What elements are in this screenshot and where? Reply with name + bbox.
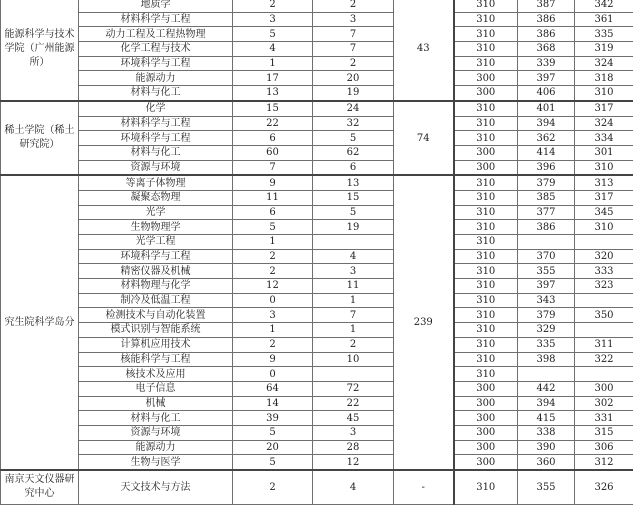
score-min-cell: 317 <box>575 101 633 116</box>
score-min-cell <box>575 293 633 308</box>
score-min-cell: 301 <box>575 145 633 160</box>
count-a-cell: 5 <box>233 27 313 42</box>
score-max-cell: 343 <box>518 293 575 308</box>
score-line-cell: 310 <box>454 175 518 190</box>
major-cell: 能源动力 <box>79 71 233 86</box>
score-min-cell: 310 <box>575 86 633 101</box>
count-b-cell: 20 <box>313 71 394 86</box>
count-a-cell: 0 <box>233 293 313 308</box>
score-min-cell: 315 <box>575 425 633 440</box>
major-cell: 材料与化工 <box>79 411 233 426</box>
major-cell: 地质学 <box>79 0 233 12</box>
count-b-cell: 6 <box>313 160 394 175</box>
count-a-cell: 13 <box>233 86 313 101</box>
major-cell: 光学工程 <box>79 235 233 250</box>
score-min-cell: 317 <box>575 190 633 205</box>
major-cell: 能源动力 <box>79 440 233 455</box>
table-row <box>1 116 633 131</box>
major-cell: 等离子体物理 <box>79 175 233 190</box>
count-a-cell: 2 <box>233 249 313 264</box>
institute-cell: 能源科学与技术学院（广州能源所） <box>1 0 79 101</box>
major-cell: 动力工程及工程热物理 <box>79 27 233 42</box>
table-row <box>1 56 633 71</box>
table-row <box>1 205 633 220</box>
score-max-cell: 377 <box>518 205 575 220</box>
score-line-cell: 310 <box>454 220 518 235</box>
score-max-cell <box>518 235 575 250</box>
score-line-cell: 300 <box>454 86 518 101</box>
count-a-cell: 2 <box>233 0 313 12</box>
score-min-cell: 345 <box>575 205 633 220</box>
major-cell: 环境科学与工程 <box>79 131 233 146</box>
count-b-cell: 2 <box>313 56 394 71</box>
count-b-cell: 3 <box>313 12 394 27</box>
count-b-cell: 32 <box>313 116 394 131</box>
total-cell: 239 <box>394 175 454 470</box>
score-line-cell: 310 <box>454 264 518 279</box>
count-a-cell: 22 <box>233 116 313 131</box>
score-min-cell: 323 <box>575 279 633 294</box>
table-row <box>1 440 633 455</box>
count-a-cell: 2 <box>233 337 313 352</box>
score-line-cell: 310 <box>454 27 518 42</box>
score-max-cell: 338 <box>518 425 575 440</box>
count-b-cell: 7 <box>313 42 394 57</box>
score-line-cell: 310 <box>454 308 518 323</box>
score-max-cell: 390 <box>518 440 575 455</box>
score-max-cell: 394 <box>518 116 575 131</box>
score-max-cell: 396 <box>518 160 575 175</box>
score-max-cell: 386 <box>518 27 575 42</box>
score-min-cell: 331 <box>575 411 633 426</box>
count-a-cell: 9 <box>233 175 313 190</box>
score-line-cell: 310 <box>454 367 518 382</box>
score-max-cell: 355 <box>518 264 575 279</box>
score-min-cell: 310 <box>575 220 633 235</box>
count-a-cell: 3 <box>233 12 313 27</box>
count-b-cell: 2 <box>313 337 394 352</box>
major-cell: 材料物理与化学 <box>79 279 233 294</box>
score-line-cell: 310 <box>454 323 518 338</box>
major-cell: 电子信息 <box>79 381 233 396</box>
major-cell: 制冷及低温工程 <box>79 293 233 308</box>
count-a-cell: 15 <box>233 101 313 116</box>
count-a-cell: 5 <box>233 455 313 470</box>
score-line-cell: 310 <box>454 131 518 146</box>
table-row <box>1 425 633 440</box>
score-min-cell: 320 <box>575 249 633 264</box>
count-b-cell: 5 <box>313 205 394 220</box>
major-cell: 检测技术与自动化装置 <box>79 308 233 323</box>
table-row <box>1 175 633 190</box>
score-max-cell: 442 <box>518 381 575 396</box>
score-min-cell: 319 <box>575 42 633 57</box>
count-a-cell: 12 <box>233 279 313 294</box>
score-max-cell: 360 <box>518 455 575 470</box>
count-a-cell: 39 <box>233 411 313 426</box>
table-row <box>1 27 633 42</box>
count-b-cell: 19 <box>313 86 394 101</box>
score-line-cell: 300 <box>454 425 518 440</box>
table-row <box>1 352 633 367</box>
score-line-cell: 300 <box>454 455 518 470</box>
score-min-cell: 302 <box>575 396 633 411</box>
count-b-cell: 7 <box>313 308 394 323</box>
table-row <box>1 337 633 352</box>
count-b-cell: 3 <box>313 264 394 279</box>
count-b-cell: 1 <box>313 293 394 308</box>
score-line-cell: 310 <box>454 205 518 220</box>
major-cell: 化学工程与技术 <box>79 42 233 57</box>
score-line-cell: 300 <box>454 381 518 396</box>
table-row <box>1 455 633 470</box>
score-line-cell: 310 <box>454 116 518 131</box>
table-row <box>1 235 633 250</box>
count-a-cell: 6 <box>233 131 313 146</box>
score-max-cell: 401 <box>518 101 575 116</box>
table-row <box>1 71 633 86</box>
table-row <box>1 323 633 338</box>
score-line-cell: 310 <box>454 42 518 57</box>
score-line-cell: 300 <box>454 145 518 160</box>
score-max-cell: 379 <box>518 308 575 323</box>
count-a-cell: 2 <box>233 264 313 279</box>
major-cell: 模式识别与智能系统 <box>79 323 233 338</box>
count-a-cell: 5 <box>233 220 313 235</box>
count-a-cell: 14 <box>233 396 313 411</box>
major-cell: 凝聚态物理 <box>79 190 233 205</box>
score-min-cell: 312 <box>575 455 633 470</box>
count-b-cell: 4 <box>313 470 394 504</box>
score-max-cell: 398 <box>518 352 575 367</box>
score-min-cell <box>575 235 633 250</box>
score-line-cell: 300 <box>454 440 518 455</box>
table-row <box>1 264 633 279</box>
score-max-cell: 397 <box>518 71 575 86</box>
count-b-cell: 28 <box>313 440 394 455</box>
table-row <box>1 381 633 396</box>
score-line-cell: 310 <box>454 101 518 116</box>
table-row <box>1 160 633 175</box>
table-row <box>1 145 633 160</box>
score-min-cell: 313 <box>575 175 633 190</box>
score-max-cell <box>518 367 575 382</box>
score-min-cell: 350 <box>575 308 633 323</box>
major-cell: 计算机应用技术 <box>79 337 233 352</box>
total-cell: - <box>394 470 454 504</box>
score-line-cell: 310 <box>454 470 518 504</box>
score-min-cell: 311 <box>575 337 633 352</box>
count-b-cell: 4 <box>313 249 394 264</box>
count-a-cell: 4 <box>233 42 313 57</box>
table-row <box>1 220 633 235</box>
count-a-cell: 60 <box>233 145 313 160</box>
table-row <box>1 411 633 426</box>
count-a-cell: 1 <box>233 56 313 71</box>
score-min-cell <box>575 323 633 338</box>
count-b-cell: 1 <box>313 323 394 338</box>
major-cell: 机械 <box>79 396 233 411</box>
score-min-cell: 318 <box>575 71 633 86</box>
count-b-cell <box>313 367 394 382</box>
score-min-cell: 300 <box>575 381 633 396</box>
count-a-cell: 0 <box>233 367 313 382</box>
count-b-cell: 22 <box>313 396 394 411</box>
major-cell: 生物物理学 <box>79 220 233 235</box>
count-a-cell: 17 <box>233 71 313 86</box>
score-line-cell: 300 <box>454 411 518 426</box>
score-max-cell: 329 <box>518 323 575 338</box>
count-b-cell: 12 <box>313 455 394 470</box>
table-row <box>1 470 633 504</box>
score-min-cell: 322 <box>575 352 633 367</box>
table-row <box>1 396 633 411</box>
major-cell: 光学 <box>79 205 233 220</box>
score-min-cell: 306 <box>575 440 633 455</box>
table-row <box>1 42 633 57</box>
score-line-cell: 300 <box>454 396 518 411</box>
table-row <box>1 249 633 264</box>
major-cell: 材料科学与工程 <box>79 12 233 27</box>
score-min-cell: 342 <box>575 0 633 12</box>
count-a-cell: 11 <box>233 190 313 205</box>
major-cell: 资源与环境 <box>79 160 233 175</box>
table-row <box>1 308 633 323</box>
score-min-cell: 333 <box>575 264 633 279</box>
count-a-cell: 2 <box>233 470 313 504</box>
major-cell: 天文技术与方法 <box>79 470 233 504</box>
count-b-cell <box>313 235 394 250</box>
institute-cell: 稀土学院（稀土研究院） <box>1 101 79 175</box>
count-a-cell: 3 <box>233 308 313 323</box>
major-cell: 核技术及应用 <box>79 367 233 382</box>
score-line-cell: 310 <box>454 12 518 27</box>
major-cell: 环境科学与工程 <box>79 56 233 71</box>
count-a-cell: 5 <box>233 425 313 440</box>
score-min-cell: 324 <box>575 56 633 71</box>
count-b-cell: 2 <box>313 0 394 12</box>
institute-cell: 究生院科学岛分 <box>1 175 79 470</box>
score-max-cell: 335 <box>518 337 575 352</box>
count-b-cell: 3 <box>313 425 394 440</box>
count-a-cell: 9 <box>233 352 313 367</box>
score-min-cell: 310 <box>575 160 633 175</box>
count-b-cell: 62 <box>313 145 394 160</box>
total-cell: 74 <box>394 101 454 175</box>
major-cell: 环境科学与工程 <box>79 249 233 264</box>
score-line-cell: 310 <box>454 190 518 205</box>
score-line-cell: 310 <box>454 337 518 352</box>
table-row <box>1 279 633 294</box>
major-cell: 生物与医学 <box>79 455 233 470</box>
count-a-cell: 20 <box>233 440 313 455</box>
score-max-cell: 406 <box>518 86 575 101</box>
major-cell: 材料科学与工程 <box>79 116 233 131</box>
institute-cell: 南京天文仪器研究中心 <box>1 470 79 504</box>
count-b-cell: 5 <box>313 131 394 146</box>
score-line-cell: 310 <box>454 279 518 294</box>
count-b-cell: 24 <box>313 101 394 116</box>
major-cell: 化学 <box>79 101 233 116</box>
score-max-cell: 387 <box>518 0 575 12</box>
table-row <box>1 12 633 27</box>
count-b-cell: 15 <box>313 190 394 205</box>
table-row <box>1 0 633 12</box>
count-a-cell: 64 <box>233 381 313 396</box>
score-max-cell: 379 <box>518 175 575 190</box>
score-line-cell: 300 <box>454 160 518 175</box>
score-min-cell: 324 <box>575 116 633 131</box>
table-row <box>1 86 633 101</box>
count-b-cell: 10 <box>313 352 394 367</box>
score-line-cell: 310 <box>454 352 518 367</box>
total-cell: 43 <box>394 0 454 101</box>
score-max-cell: 355 <box>518 470 575 504</box>
score-line-cell: 310 <box>454 235 518 250</box>
score-max-cell: 368 <box>518 42 575 57</box>
count-b-cell: 7 <box>313 27 394 42</box>
score-max-cell: 385 <box>518 190 575 205</box>
count-a-cell: 1 <box>233 235 313 250</box>
count-b-cell: 19 <box>313 220 394 235</box>
score-max-cell: 339 <box>518 56 575 71</box>
score-max-cell: 386 <box>518 220 575 235</box>
score-line-cell: 310 <box>454 293 518 308</box>
table-row <box>1 101 633 116</box>
score-max-cell: 394 <box>518 396 575 411</box>
score-max-cell: 414 <box>518 145 575 160</box>
count-a-cell: 6 <box>233 205 313 220</box>
major-cell: 资源与环境 <box>79 425 233 440</box>
score-min-cell: 326 <box>575 470 633 504</box>
major-cell: 核能科学与工程 <box>79 352 233 367</box>
score-line-cell: 310 <box>454 0 518 12</box>
table-row <box>1 293 633 308</box>
count-b-cell: 13 <box>313 175 394 190</box>
score-line-cell: 310 <box>454 249 518 264</box>
score-max-cell: 370 <box>518 249 575 264</box>
score-line-cell: 300 <box>454 71 518 86</box>
count-b-cell: 11 <box>313 279 394 294</box>
count-a-cell: 1 <box>233 323 313 338</box>
table-body <box>1 0 633 504</box>
count-b-cell: 45 <box>313 411 394 426</box>
major-cell: 材料与化工 <box>79 86 233 101</box>
score-min-cell: 334 <box>575 131 633 146</box>
table-row <box>1 190 633 205</box>
major-cell: 材料与化工 <box>79 145 233 160</box>
count-b-cell: 72 <box>313 381 394 396</box>
table-row <box>1 367 633 382</box>
score-max-cell: 415 <box>518 411 575 426</box>
score-min-cell: 361 <box>575 12 633 27</box>
count-a-cell: 7 <box>233 160 313 175</box>
table-row <box>1 131 633 146</box>
score-min-cell: 335 <box>575 27 633 42</box>
score-max-cell: 397 <box>518 279 575 294</box>
score-line-cell: 310 <box>454 56 518 71</box>
major-cell: 精密仪器及机械 <box>79 264 233 279</box>
score-max-cell: 362 <box>518 131 575 146</box>
score-max-cell: 386 <box>518 12 575 27</box>
score-min-cell <box>575 367 633 382</box>
